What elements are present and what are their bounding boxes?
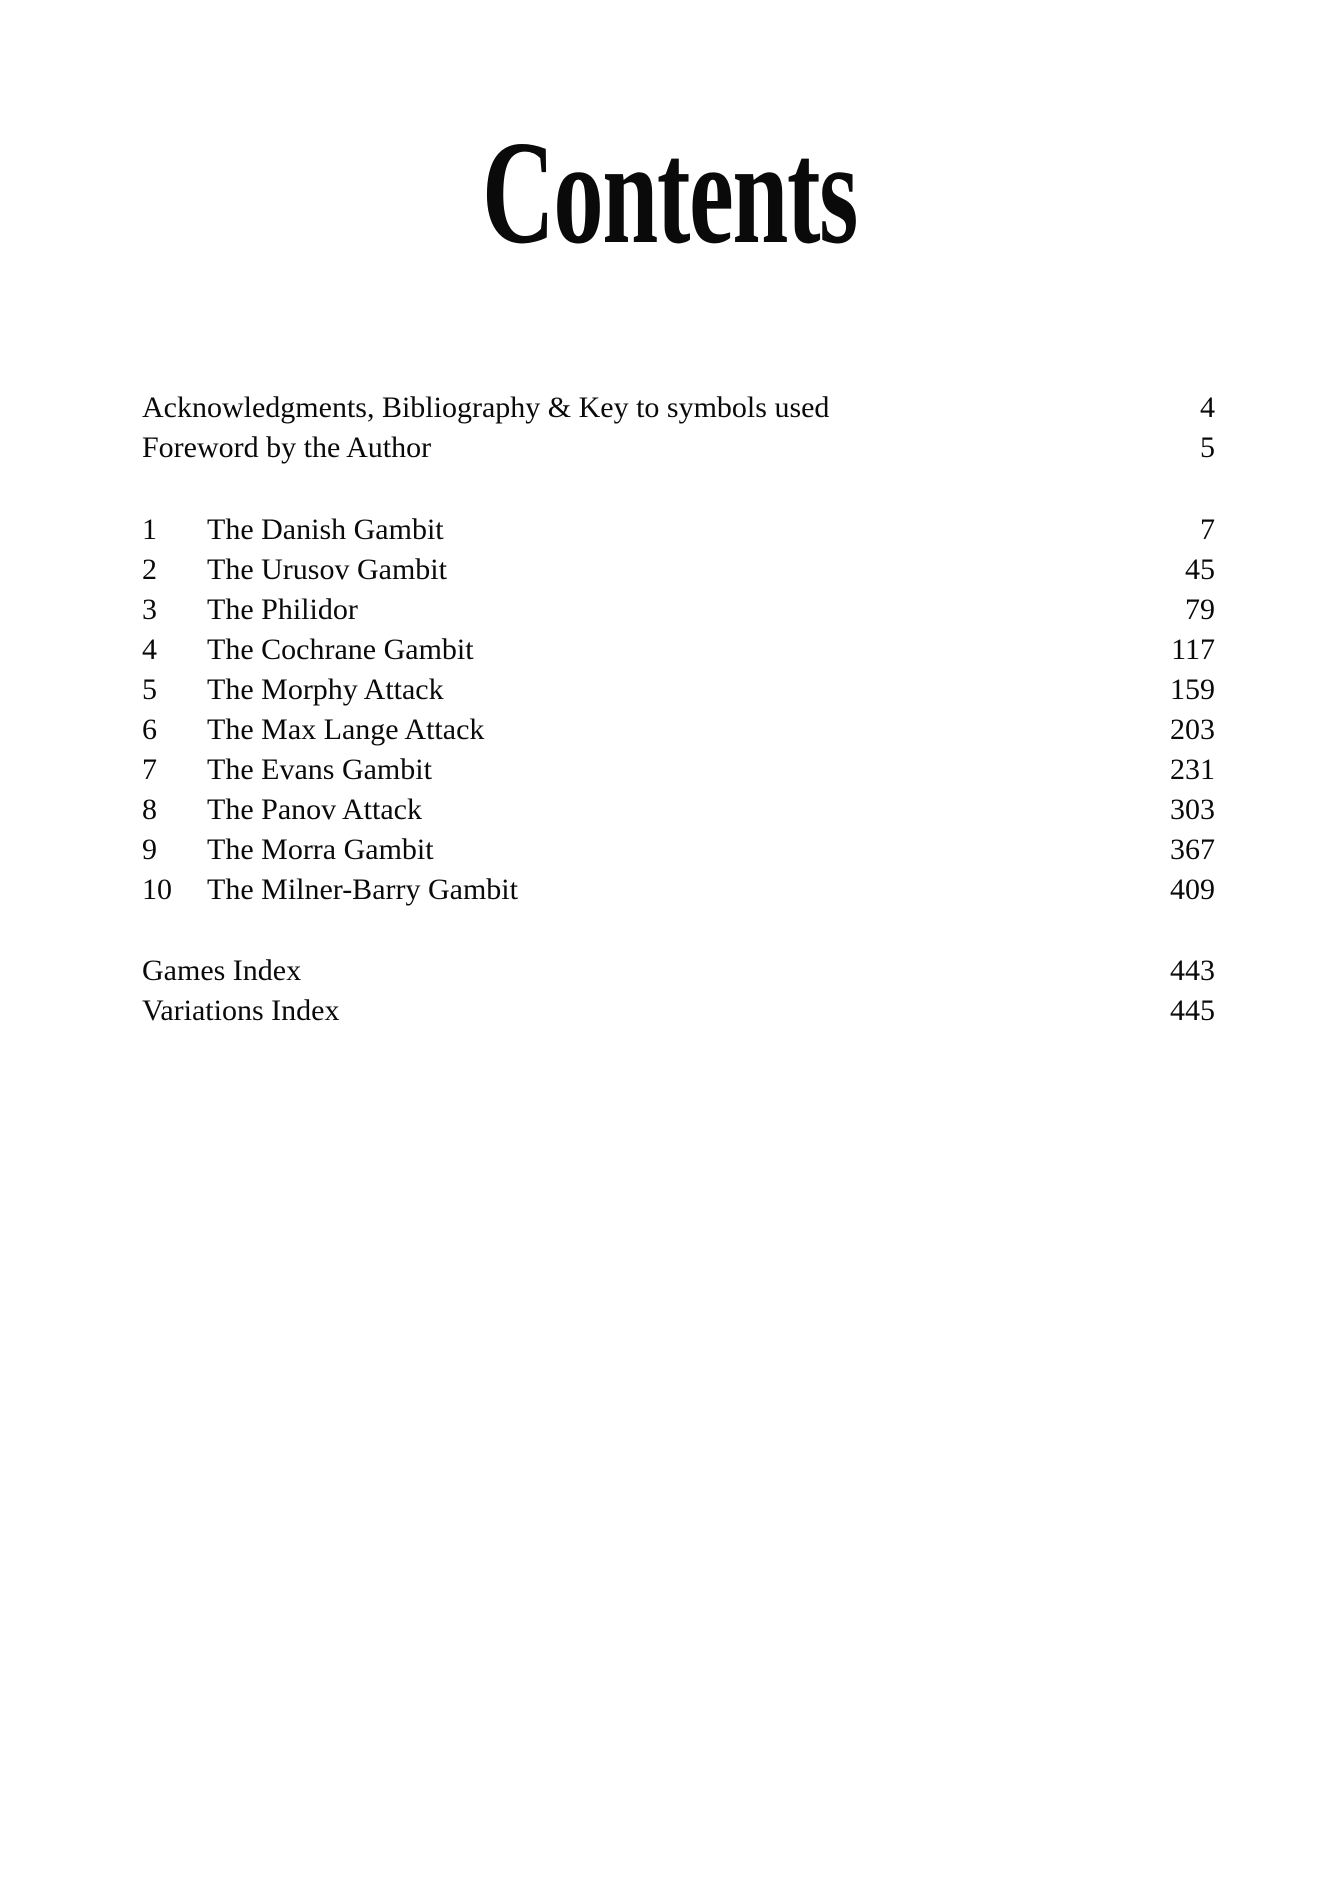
chapter-number: 5 xyxy=(142,673,157,706)
chapter-title: The Danish Gambit xyxy=(207,513,444,546)
chapter-number: 9 xyxy=(142,833,157,866)
chapter-row xyxy=(142,670,1215,710)
chapter-row xyxy=(142,510,1215,550)
chapter-row xyxy=(142,830,1215,870)
front-matter-row xyxy=(142,388,1215,428)
entry-label: Acknowledgments, Bibliography & Key to symbols used xyxy=(142,391,830,424)
chapter-row xyxy=(142,870,1215,910)
chapter-row xyxy=(142,790,1215,830)
chapter-page-number: 45 xyxy=(1185,553,1215,586)
chapter-number: 4 xyxy=(142,633,157,666)
indexes-section xyxy=(142,951,1215,1031)
chapter-title: The Max Lange Attack xyxy=(207,713,485,746)
chapter-row xyxy=(142,550,1215,590)
front-matter-section xyxy=(142,388,1215,468)
chapters-section xyxy=(142,510,1215,910)
chapter-page-number: 159 xyxy=(1170,673,1215,706)
chapter-row xyxy=(142,630,1215,670)
entry-label: Games Index xyxy=(142,954,302,987)
index-row xyxy=(142,951,1215,991)
table-of-contents xyxy=(142,388,1215,1031)
chapter-number: 6 xyxy=(142,713,157,746)
entry-page-number: 443 xyxy=(1170,954,1215,987)
chapter-page-number: 367 xyxy=(1170,833,1215,866)
chapter-title: The Morra Gambit xyxy=(207,833,434,866)
chapter-page-number: 203 xyxy=(1170,713,1215,746)
chapter-page-number: 79 xyxy=(1185,593,1215,626)
chapter-title: The Cochrane Gambit xyxy=(207,633,474,666)
chapter-title: The Urusov Gambit xyxy=(207,553,447,586)
chapter-number: 7 xyxy=(142,753,157,786)
chapter-number: 2 xyxy=(142,553,157,586)
entry-label: Variations Index xyxy=(142,994,340,1027)
chapter-title: The Milner-Barry Gambit xyxy=(207,873,518,906)
chapter-title: The Evans Gambit xyxy=(207,753,432,786)
entry-page-number: 4 xyxy=(1200,391,1215,424)
chapter-number: 1 xyxy=(142,513,157,546)
chapter-page-number: 7 xyxy=(1200,513,1215,546)
chapter-row xyxy=(142,710,1215,750)
chapter-number: 3 xyxy=(142,593,157,626)
chapter-title: The Panov Attack xyxy=(207,793,422,826)
chapter-number: 8 xyxy=(142,793,157,826)
chapter-row xyxy=(142,590,1215,630)
chapter-page-number: 409 xyxy=(1170,873,1215,906)
chapter-number: 10 xyxy=(142,873,172,906)
chapter-page-number: 117 xyxy=(1171,633,1215,666)
front-matter-row xyxy=(142,428,1215,468)
page-title: Contents xyxy=(482,111,857,275)
index-row xyxy=(142,991,1215,1031)
chapter-title: The Philidor xyxy=(207,593,358,626)
chapter-row xyxy=(142,750,1215,790)
chapter-page-number: 303 xyxy=(1170,793,1215,826)
chapter-title: The Morphy Attack xyxy=(207,673,444,706)
entry-label: Foreword by the Author xyxy=(142,431,432,464)
entry-page-number: 445 xyxy=(1170,994,1215,1027)
chapter-page-number: 231 xyxy=(1170,753,1215,786)
entry-page-number: 5 xyxy=(1200,431,1215,464)
